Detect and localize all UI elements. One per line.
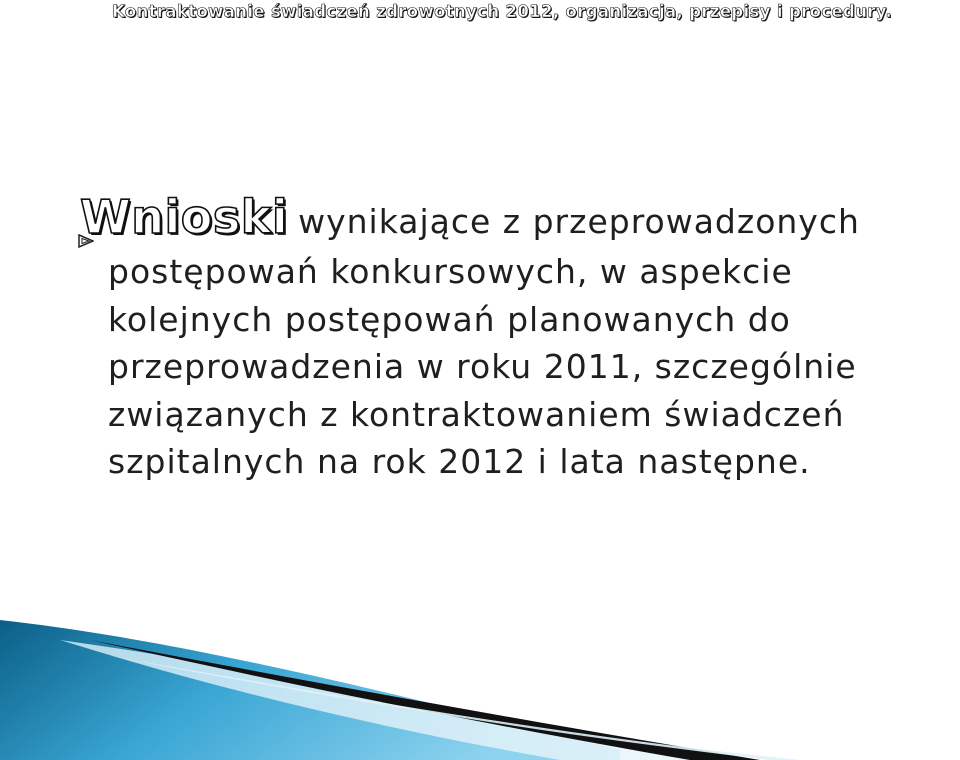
heading-word: Wnioski [80, 190, 289, 244]
body-line-1: postępowań konkursowych, w aspekcie [108, 252, 793, 291]
first-line-text: wynikające z przeprowadzonych [298, 202, 860, 241]
decorative-wave-graphic [0, 620, 960, 760]
conclusion-title-line [80, 190, 930, 248]
header-bar [0, 0, 960, 24]
body-line-4: związanych z kontraktowaniem świadczeń [108, 394, 845, 434]
body-line-3: przeprowadzenia w roku 2011, szczególnie [108, 347, 857, 386]
slide-content [80, 190, 958, 486]
body-line-5: szpitalnych na rok 2012 i lata następne. [108, 442, 811, 481]
body-line-2: kolejnych postępowań planowanych do [108, 299, 791, 339]
presentation-title: Kontraktowanie świadczeń zdrowotnych 2012, organizacja, przepisy i procedury. [112, 2, 892, 21]
